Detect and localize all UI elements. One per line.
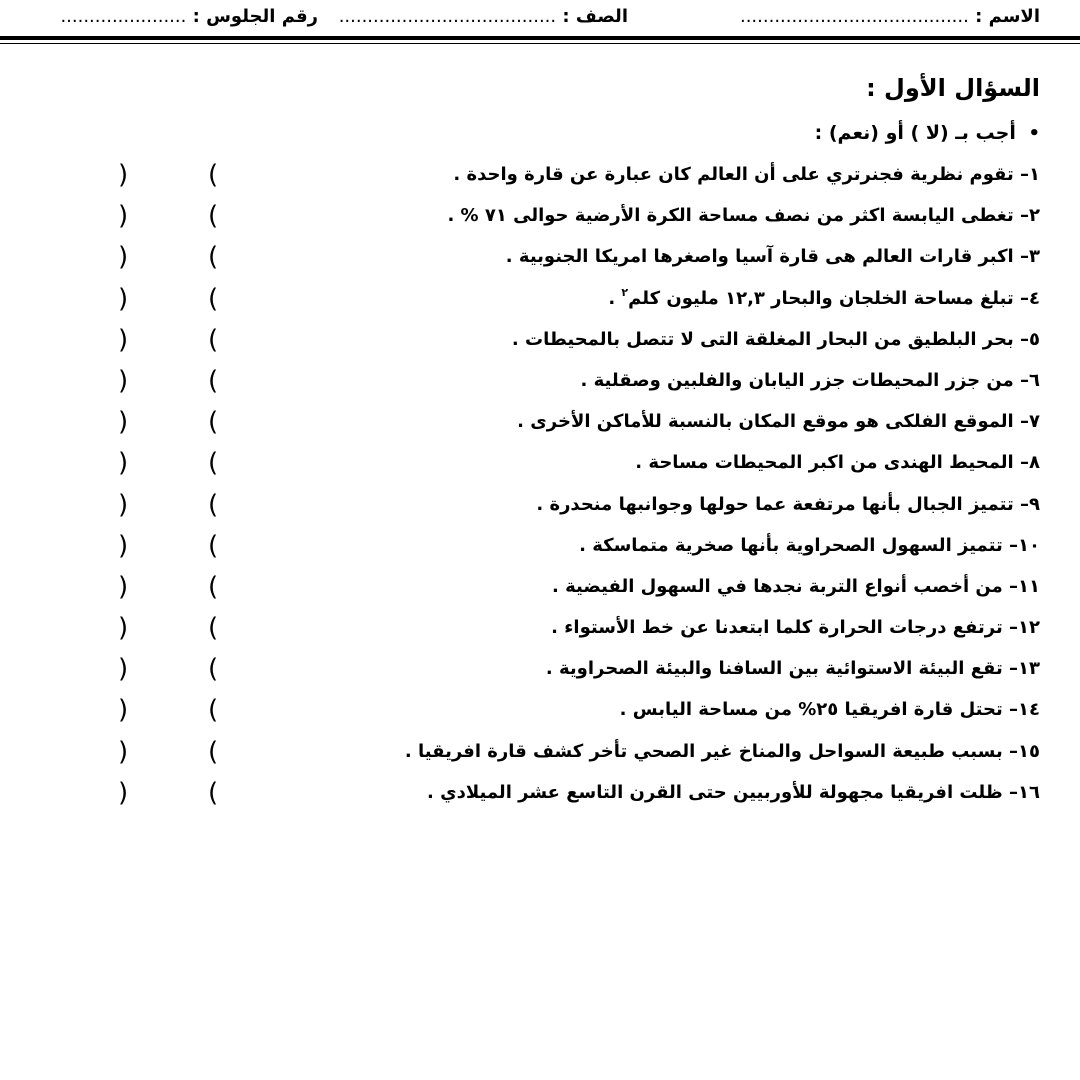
question-number: ١٣: [1018, 658, 1040, 680]
class-field[interactable]: [339, 6, 628, 27]
answer-paren-open[interactable]: ): [208, 736, 219, 767]
answer-paren-open[interactable]: ): [208, 407, 219, 438]
question-dash: –: [1002, 575, 1019, 597]
question-item: [40, 570, 1040, 611]
question-body: بسبب طبيعة السواحل والمناخ غير الصحي تأخر كشف قارة افريقيا .: [404, 740, 1003, 762]
answer-paren-open[interactable]: ): [208, 160, 219, 190]
question-number: ٣: [1029, 246, 1040, 268]
class-label: الصف :: [562, 6, 628, 27]
question-number: ٩: [1029, 493, 1040, 515]
question-number: ١٠: [1018, 534, 1040, 556]
answer-paren-close[interactable]: (: [118, 324, 129, 355]
question-dash: –: [1013, 164, 1029, 185]
question-number: ٦: [1029, 369, 1040, 391]
question-dash: –: [1013, 369, 1029, 391]
answer-paren-open[interactable]: ): [208, 571, 219, 602]
answer-paren-open[interactable]: ): [208, 777, 219, 808]
question-number: ٤: [1029, 287, 1040, 309]
question-dash: –: [1002, 781, 1019, 803]
question-text: [579, 535, 1040, 556]
answer-paren-close[interactable]: (: [118, 695, 129, 726]
question-body: ظلت افريقيا مجهولة للأوربيين حتى القرن التاسع عشر الميلادي .: [427, 781, 1003, 803]
question-number: ١٤: [1018, 699, 1040, 721]
question-item: [40, 282, 1040, 323]
question-number: ١: [1029, 164, 1040, 185]
question-dash: –: [1013, 328, 1029, 350]
question-instruction: [815, 122, 1040, 144]
answer-paren-open[interactable]: ): [208, 695, 219, 726]
question-body: تقع البيئة الاستوائية بين السافنا والبيئة الصحراوية .: [545, 658, 1003, 680]
question-text: [620, 699, 1040, 720]
question-number: ١٦: [1018, 781, 1040, 803]
question-number: ١٥: [1018, 740, 1040, 762]
student-info-header: [0, 0, 1080, 38]
question-body: من أخصب أنواع التربة نجدها في السهول الفيضية .: [552, 575, 1003, 597]
question-body: الموقع الفلكى هو موقع المكان بالنسبة للأماكن الأخرى .: [517, 411, 1014, 433]
question-item: [40, 446, 1040, 487]
question-body: بحر البلطيق من البحار المغلقة التى لا تتصل بالمحيطات .: [511, 328, 1014, 350]
answer-paren-open[interactable]: ): [208, 283, 219, 314]
questions-list: [40, 158, 1040, 817]
question-text: [405, 741, 1040, 762]
question-number: ٥: [1029, 328, 1040, 350]
question-text: [552, 576, 1040, 597]
divider-thick-line: [0, 36, 1080, 40]
question-dash: –: [1002, 699, 1019, 721]
question-number: ١٢: [1018, 617, 1040, 639]
answer-paren-open[interactable]: ): [208, 448, 219, 479]
question-text: [512, 329, 1040, 350]
question-item: [40, 199, 1040, 240]
answer-paren-close[interactable]: (: [118, 530, 129, 561]
name-label: الاسم :: [975, 6, 1040, 27]
question-number: ١١: [1018, 575, 1040, 597]
answer-paren-close[interactable]: (: [118, 736, 129, 767]
question-dash: –: [1002, 534, 1019, 556]
answer-paren-close[interactable]: (: [118, 777, 129, 808]
question-text: [427, 782, 1040, 803]
answer-paren-close[interactable]: (: [118, 242, 129, 273]
answer-paren-close[interactable]: (: [118, 160, 129, 190]
question-dash: –: [1013, 205, 1029, 227]
question-dash: –: [1013, 452, 1029, 474]
question-item: [40, 405, 1040, 446]
question-dash: –: [1002, 658, 1019, 680]
question-item: [40, 611, 1040, 652]
question-text: [447, 205, 1040, 226]
question-body: تتميز السهول الصحراوية بأنها صخرية متماسكة .: [579, 534, 1003, 556]
question-item: [40, 240, 1040, 281]
question-text: [581, 370, 1040, 391]
answer-paren-open[interactable]: ): [208, 489, 219, 520]
question-text: [551, 617, 1040, 638]
question-dash: –: [1013, 493, 1029, 515]
question-one-title: السؤال الأول :: [866, 74, 1040, 102]
question-body: تبلغ مساحة الخلجان والبحار ١٢,٣ مليون كلم: [628, 287, 1014, 309]
question-item: [40, 488, 1040, 529]
answer-paren-open[interactable]: ): [208, 242, 219, 273]
question-item: [40, 693, 1040, 734]
question-tail: .: [608, 287, 622, 309]
answer-paren-close[interactable]: (: [118, 201, 129, 232]
question-body: المحيط الهندى من اكبر المحيطات مساحة .: [635, 452, 1014, 474]
answer-paren-open[interactable]: ): [208, 201, 219, 232]
header-divider: [0, 36, 1080, 48]
question-text: [608, 285, 1040, 309]
question-body: تتميز الجبال بأنها مرتفعة عما حولها وجوانبها منحدرة .: [536, 493, 1014, 515]
answer-paren-open[interactable]: ): [208, 530, 219, 561]
bullet-icon: •: [1028, 123, 1040, 144]
question-item: [40, 776, 1040, 817]
question-number: ٢: [1029, 205, 1040, 227]
question-superscript: ٢: [621, 285, 629, 299]
question-item: [40, 735, 1040, 776]
question-item: [40, 529, 1040, 570]
class-blank[interactable]: ......................................: [338, 6, 557, 27]
question-text: [536, 494, 1040, 515]
question-dash: –: [1002, 617, 1019, 639]
answer-paren-open[interactable]: ): [208, 324, 219, 355]
question-text: [635, 452, 1040, 473]
question-item: [40, 652, 1040, 693]
question-body: تحتل قارة افريقيا ٢٥% من مساحة اليابس .: [619, 699, 1003, 721]
question-dash: –: [1013, 246, 1029, 268]
seat-number-blank[interactable]: ......................: [60, 6, 187, 27]
divider-thin-line: [0, 43, 1080, 44]
answer-paren-close[interactable]: (: [118, 571, 129, 602]
question-text: [453, 164, 1040, 185]
answer-paren-close[interactable]: (: [118, 283, 129, 314]
question-item: [40, 158, 1040, 199]
question-body: اكبر قارات العالم هى قارة آسيا واصغرها امريكا الجنوبية .: [505, 246, 1014, 268]
question-body: ترتفع درجات الحرارة كلما ابتعدنا عن خط الأستواء .: [551, 617, 1003, 639]
question-dash: –: [1002, 740, 1019, 762]
question-number: ٧: [1029, 411, 1040, 433]
question-body: تغطى اليابسة اكثر من نصف مساحة الكرة الأرضية حوالى ٧١ % .: [447, 205, 1014, 227]
name-blank[interactable]: ........................................: [739, 6, 969, 27]
seat-number-field[interactable]: [60, 6, 318, 27]
question-text: [546, 658, 1040, 679]
seat-number-label: رقم الجلوس :: [192, 6, 318, 27]
question-item: [40, 364, 1040, 405]
answer-paren-close[interactable]: (: [118, 489, 129, 520]
answer-paren-open[interactable]: ): [208, 654, 219, 685]
question-dash: –: [1013, 411, 1029, 433]
answer-paren-close[interactable]: (: [118, 448, 129, 479]
answer-paren-close[interactable]: (: [118, 613, 129, 644]
question-body: تقوم نظرية فجنرتري على أن العالم كان عبارة عن قارة واحدة .: [453, 164, 1014, 185]
question-item: [40, 323, 1040, 364]
question-dash: –: [1013, 287, 1029, 309]
answer-paren-close[interactable]: (: [118, 365, 129, 396]
question-body: من جزر المحيطات جزر اليابان والفلبين وصقلية .: [580, 369, 1014, 391]
question-text: [517, 411, 1040, 432]
answer-paren-close[interactable]: (: [118, 407, 129, 438]
answer-paren-open[interactable]: ): [208, 365, 219, 396]
answer-paren-open[interactable]: ): [208, 613, 219, 644]
answer-paren-close[interactable]: (: [118, 654, 129, 685]
question-number: ٨: [1029, 452, 1040, 474]
question-text: [506, 246, 1040, 267]
name-field[interactable]: [740, 6, 1040, 27]
instruction-text: أجب بـ (لا ) أو (نعم) :: [814, 122, 1016, 144]
